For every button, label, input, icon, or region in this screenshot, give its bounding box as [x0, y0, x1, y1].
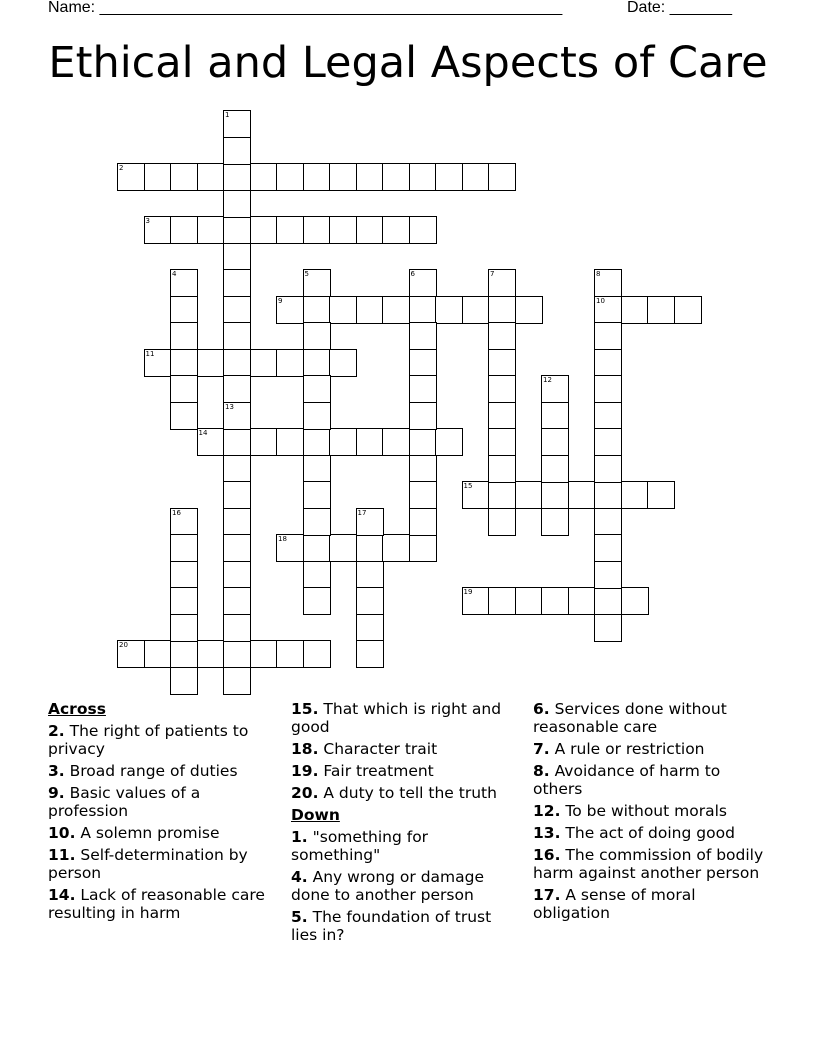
down-clue: 6. Services done without reasonable care [533, 700, 727, 736]
grid-cell[interactable] [435, 163, 463, 191]
grid-cell[interactable] [223, 349, 251, 377]
grid-cell[interactable] [462, 296, 490, 324]
clue-number: 8 [596, 270, 601, 278]
grid-cell[interactable] [409, 481, 437, 509]
grid-cell[interactable] [621, 481, 649, 509]
grid-cell[interactable] [170, 587, 198, 615]
grid-cell[interactable] [144, 163, 172, 191]
grid-cell[interactable] [223, 322, 251, 350]
clue-number: 9 [278, 296, 283, 305]
grid-cell[interactable] [382, 534, 410, 562]
grid-cell[interactable] [303, 322, 331, 350]
grid-cell[interactable] [541, 508, 569, 536]
grid-cell[interactable] [515, 296, 543, 324]
grid-cell[interactable] [223, 296, 251, 324]
clue-number: 13 [225, 402, 234, 411]
grid-cell[interactable] [409, 163, 437, 191]
grid-cell[interactable] [144, 216, 172, 244]
grid-cell[interactable] [329, 428, 357, 456]
clues-column-1 [48, 700, 273, 926]
across-clue: 2. The right of patients to privacy [48, 722, 249, 758]
grid-cell[interactable] [276, 349, 304, 377]
grid-cell[interactable] [303, 587, 331, 615]
grid-cell[interactable] [647, 481, 675, 509]
grid-cell[interactable] [409, 269, 437, 297]
grid-cell[interactable] [117, 163, 145, 191]
clue-number: 18 [278, 535, 287, 543]
grid-cell[interactable] [647, 296, 675, 324]
clue-number: 10 [596, 296, 605, 305]
grid-cell[interactable] [594, 481, 622, 509]
clue-number: 4 [172, 270, 177, 278]
grid-cell[interactable] [170, 614, 198, 642]
grid-cell[interactable] [303, 534, 331, 562]
across-clue: 18. Character trait [291, 740, 438, 758]
grid-cell[interactable] [541, 428, 569, 456]
grid-cell[interactable] [303, 508, 331, 536]
across-clue: 9. Basic values of a profession [48, 784, 201, 820]
grid-cell[interactable] [303, 481, 331, 509]
grid-cell[interactable] [382, 163, 410, 191]
grid-cell[interactable] [250, 428, 278, 456]
grid-cell[interactable] [409, 216, 437, 244]
grid-cell[interactable] [170, 402, 198, 430]
grid-cell[interactable] [568, 587, 596, 615]
grid-cell[interactable] [170, 322, 198, 350]
page-title: Ethical and Legal Aspects of Care [48, 38, 768, 88]
clue-number: 15 [463, 482, 473, 490]
clues-column-2 [291, 700, 521, 948]
grid-cell[interactable] [170, 561, 198, 589]
date-field-label: Date: _______ [627, 0, 732, 16]
grid-cell[interactable] [329, 534, 357, 562]
grid-cell[interactable] [223, 508, 251, 536]
grid-cell[interactable] [276, 428, 304, 456]
grid-cell[interactable] [223, 640, 251, 668]
grid-cell[interactable] [329, 349, 357, 377]
grid-cell[interactable] [276, 296, 304, 324]
grid-cell[interactable] [303, 640, 331, 668]
down-clue: 13. The act of doing good [533, 824, 735, 842]
grid-cell[interactable] [303, 402, 331, 430]
grid-cell[interactable] [117, 640, 145, 668]
down-clue: 12. To be without morals [533, 802, 727, 820]
grid-cell[interactable] [541, 402, 569, 430]
grid-cell[interactable] [303, 428, 331, 456]
clue-number: 3 [145, 217, 150, 225]
grid-cell[interactable] [409, 402, 437, 430]
grid-cell[interactable] [541, 481, 569, 509]
grid-cell[interactable] [356, 216, 384, 244]
grid-cell[interactable] [594, 428, 622, 456]
name-field-label: Name: ____________________________________________________ [48, 0, 563, 16]
grid-cell[interactable] [594, 508, 622, 536]
grid-cell[interactable] [488, 508, 516, 536]
grid-cell[interactable] [409, 455, 437, 483]
clue-number: 16 [172, 508, 181, 517]
grid-cell[interactable] [382, 428, 410, 456]
grid-cell[interactable] [303, 349, 331, 377]
grid-cell[interactable] [515, 481, 543, 509]
grid-cell[interactable] [382, 216, 410, 244]
grid-cell[interactable] [223, 375, 251, 403]
grid-cell[interactable] [223, 216, 251, 244]
grid-cell[interactable] [223, 614, 251, 642]
grid-cell[interactable] [276, 163, 304, 191]
grid-cell[interactable] [223, 428, 251, 456]
across-clue: 3. Broad range of duties [48, 762, 238, 780]
across-clue: 15. That which is right and good [291, 700, 502, 736]
grid-cell[interactable] [303, 561, 331, 589]
down-clue: 7. A rule or restriction [533, 740, 705, 758]
down-clue: 4. Any wrong or damage done to another person [291, 868, 485, 904]
grid-cell[interactable] [488, 587, 516, 615]
grid-cell[interactable] [303, 163, 331, 191]
down-clue: 5. The foundation of trust lies in? [291, 908, 492, 944]
clue-number: 2 [119, 164, 124, 172]
grid-cell[interactable] [488, 402, 516, 430]
grid-cell[interactable] [223, 190, 251, 218]
grid-cell[interactable] [462, 481, 490, 509]
down-clue: 16. The commission of bodily harm against another person [533, 846, 764, 882]
grid-cell[interactable] [170, 375, 198, 403]
grid-cell[interactable] [382, 296, 410, 324]
down-clue: 1. "something for something" [291, 828, 429, 864]
clue-number: 7 [490, 270, 495, 278]
grid-cell[interactable] [170, 216, 198, 244]
grid-cell[interactable] [197, 428, 225, 456]
grid-cell[interactable] [594, 614, 622, 642]
across-clue: 14. Lack of reasonable care resulting in harm [48, 886, 265, 922]
grid-cell[interactable] [488, 375, 516, 403]
grid-cell[interactable] [488, 322, 516, 350]
grid-cell[interactable] [276, 534, 304, 562]
grid-cell[interactable] [409, 349, 437, 377]
grid-cell[interactable] [170, 640, 198, 668]
grid-cell[interactable] [223, 481, 251, 509]
clue-number: 17 [357, 508, 367, 517]
grid-cell[interactable] [250, 163, 278, 191]
grid-cell[interactable] [435, 296, 463, 324]
grid-cell[interactable] [303, 269, 331, 297]
grid-cell[interactable] [276, 216, 304, 244]
grid-cell[interactable] [488, 163, 516, 191]
grid-cell[interactable] [170, 508, 198, 536]
grid-cell[interactable] [356, 614, 384, 642]
grid-cell[interactable] [594, 534, 622, 562]
grid-cell[interactable] [144, 349, 172, 377]
grid-cell[interactable] [462, 163, 490, 191]
across-clue: 10. A solemn promise [48, 824, 220, 842]
grid-cell[interactable] [541, 375, 569, 403]
grid-cell[interactable] [250, 640, 278, 668]
clue-number: 19 [463, 588, 473, 596]
grid-cell[interactable] [409, 322, 437, 350]
grid-cell[interactable] [594, 322, 622, 350]
grid-cell[interactable] [515, 587, 543, 615]
grid-cell[interactable] [303, 455, 331, 483]
grid-cell[interactable] [223, 534, 251, 562]
grid-cell[interactable] [541, 587, 569, 615]
across-heading: Across [48, 700, 106, 718]
grid-cell[interactable] [488, 269, 516, 297]
grid-cell[interactable] [223, 561, 251, 589]
grid-cell[interactable] [594, 455, 622, 483]
grid-cell[interactable] [223, 587, 251, 615]
grid-cell[interactable] [594, 349, 622, 377]
grid-cell[interactable] [488, 296, 516, 324]
grid-cell[interactable] [594, 587, 622, 615]
grid-cell[interactable] [223, 163, 251, 191]
grid-cell[interactable] [329, 163, 357, 191]
grid-cell[interactable] [223, 110, 251, 138]
grid-cell[interactable] [223, 402, 251, 430]
grid-cell[interactable] [621, 587, 649, 615]
grid-cell[interactable] [356, 163, 384, 191]
grid-cell[interactable] [197, 163, 225, 191]
grid-cell[interactable] [409, 375, 437, 403]
grid-cell[interactable] [674, 296, 702, 324]
grid-cell[interactable] [409, 534, 437, 562]
grid-cell[interactable] [488, 349, 516, 377]
clue-number: 1 [225, 111, 230, 119]
across-clue: 19. Fair treatment [291, 762, 434, 780]
grid-cell[interactable] [223, 667, 251, 695]
clues-column-3 [533, 700, 773, 926]
grid-cell[interactable] [409, 508, 437, 536]
down-clue: 17. A sense of moral obligation [533, 886, 696, 922]
grid-cell[interactable] [170, 349, 198, 377]
grid-cell[interactable] [356, 508, 384, 536]
grid-cell[interactable] [329, 296, 357, 324]
across-clue: 20. A duty to tell the truth [291, 784, 497, 802]
grid-cell[interactable] [197, 216, 225, 244]
clue-number: 12 [543, 376, 552, 384]
grid-cell[interactable] [356, 296, 384, 324]
grid-cell[interactable] [594, 375, 622, 403]
grid-cell[interactable] [488, 428, 516, 456]
grid-cell[interactable] [621, 296, 649, 324]
grid-cell[interactable] [488, 481, 516, 509]
grid-cell[interactable] [276, 640, 304, 668]
grid-cell[interactable] [303, 375, 331, 403]
grid-cell[interactable] [223, 137, 251, 165]
grid-cell[interactable] [329, 216, 357, 244]
grid-cell[interactable] [356, 640, 384, 668]
grid-cell[interactable] [144, 640, 172, 668]
grid-cell[interactable] [356, 428, 384, 456]
clue-number: 5 [304, 270, 309, 278]
grid-cell[interactable] [250, 349, 278, 377]
across-clue: 11. Self-determination by person [48, 846, 248, 882]
clue-number: 11 [145, 349, 155, 358]
grid-cell[interactable] [197, 640, 225, 668]
grid-cell[interactable] [170, 296, 198, 324]
grid-cell[interactable] [356, 587, 384, 615]
grid-cell[interactable] [303, 216, 331, 244]
grid-cell[interactable] [223, 243, 251, 271]
grid-cell[interactable] [223, 455, 251, 483]
grid-cell[interactable] [594, 296, 622, 324]
grid-cell[interactable] [594, 561, 622, 589]
grid-cell[interactable] [594, 269, 622, 297]
grid-cell[interactable] [170, 667, 198, 695]
grid-cell[interactable] [303, 296, 331, 324]
grid-cell[interactable] [170, 163, 198, 191]
clue-number: 20 [119, 641, 128, 649]
grid-cell[interactable] [488, 455, 516, 483]
clue-number: 14 [198, 429, 208, 437]
clue-number: 6 [410, 270, 415, 278]
down-heading: Down [291, 806, 340, 824]
grid-cell[interactable] [462, 587, 490, 615]
grid-cell[interactable] [541, 455, 569, 483]
grid-cell[interactable] [409, 296, 437, 324]
grid-cell[interactable] [356, 534, 384, 562]
grid-cell[interactable] [356, 561, 384, 589]
grid-cell[interactable] [170, 269, 198, 297]
grid-cell[interactable] [250, 216, 278, 244]
grid-cell[interactable] [594, 402, 622, 430]
down-clue: 8. Avoidance of harm to others [533, 762, 721, 798]
grid-cell[interactable] [197, 349, 225, 377]
grid-cell[interactable] [223, 269, 251, 297]
grid-cell[interactable] [170, 534, 198, 562]
grid-cell[interactable] [409, 428, 437, 456]
grid-cell[interactable] [435, 428, 463, 456]
grid-cell[interactable] [568, 481, 596, 509]
